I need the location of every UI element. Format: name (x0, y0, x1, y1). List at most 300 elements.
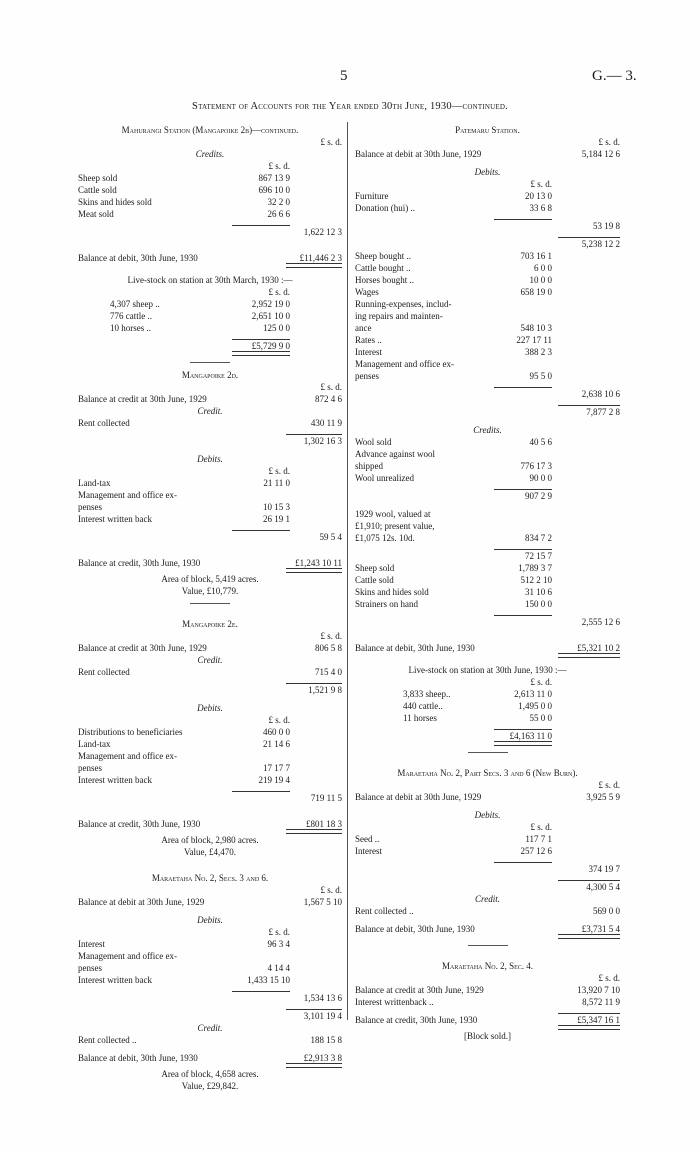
credit-label-line (78, 654, 342, 666)
section-heading-line (78, 124, 342, 136)
row-amount: 430 11 9 (310, 418, 342, 428)
row-label: Sheep bought .. (355, 251, 411, 261)
currency-header: £ s. d. (598, 137, 620, 147)
block-note-line (355, 1030, 620, 1042)
row-amount: 907 2 9 (525, 491, 552, 501)
row-label: Interest written back (78, 514, 152, 524)
right-column (355, 124, 620, 1042)
currency-header-row (78, 714, 342, 726)
ledger-row (78, 792, 342, 804)
currency-header: £ s. d. (268, 466, 290, 476)
column-divider (347, 122, 348, 1020)
ledger-row (78, 974, 342, 986)
rent-label: Rent collected .. (355, 906, 414, 916)
row-amount: 117 7 1 (525, 834, 552, 844)
ledger-row (78, 501, 342, 513)
livestock-heading-line (78, 274, 342, 286)
currency-header-row (355, 178, 620, 190)
row-amount: £3,731 5 4 (581, 924, 620, 934)
row-amount: 512 2 10 (520, 575, 552, 585)
ledger-row (355, 550, 620, 562)
currency-header-row (78, 286, 342, 298)
credit-label: Credit. (197, 655, 223, 665)
row-label: Meat sold (78, 209, 114, 219)
row-label: Sheep sold (355, 563, 395, 573)
row-label: Furniture (355, 191, 389, 201)
ledger-row (355, 688, 620, 700)
row-amount: 696 10 0 (258, 185, 290, 195)
section-heading-line (78, 872, 342, 884)
row-label: penses (78, 763, 102, 773)
ledger-row (355, 996, 620, 1008)
row-amount: 26 19 1 (263, 514, 290, 524)
row-amount: 219 19 4 (258, 775, 290, 785)
livestock-label: 776 cattle .. (110, 311, 152, 321)
row-label: Interest written back (78, 975, 152, 985)
ledger-row (78, 962, 342, 974)
debits-label: Debits. (197, 915, 223, 925)
ledger-row (355, 616, 620, 628)
ledger-row (78, 950, 342, 962)
ledger-row (78, 642, 342, 654)
row-amount: 2,555 12 6 (581, 617, 620, 627)
row-amount: 719 11 5 (310, 793, 342, 803)
row-amount: 703 16 1 (520, 251, 552, 261)
ledger-row (78, 298, 342, 310)
ledger-row (355, 520, 620, 532)
row-amount: 3,925 5 9 (586, 792, 620, 802)
row-amount: 548 10 3 (520, 323, 552, 333)
credit-label: Credit. (197, 406, 223, 416)
ledger-row (78, 477, 342, 489)
livestock-label: 4,307 sheep .. (110, 299, 160, 309)
total-rule (558, 237, 620, 238)
ledger-row (78, 896, 342, 908)
ledger-row (355, 370, 620, 382)
row-amount: 32 2 0 (267, 197, 290, 207)
left-column (78, 124, 342, 1092)
wool-note: £1,075 12s. 10d. (355, 533, 415, 543)
closing-label: Balance at debit, 30th June, 1930 (78, 1053, 198, 1063)
wool-note: £1,910; present value, (355, 521, 435, 531)
double-rule (494, 741, 552, 746)
credit-label: Credit. (475, 894, 500, 904)
rule-line (355, 935, 620, 939)
currency-header-row (355, 676, 620, 688)
row-amount: £4,163 11 0 (509, 731, 552, 741)
ledger-row (355, 286, 620, 298)
section-heading: Maraetaha No. 2, Sec. 4. (441, 961, 534, 971)
livestock-label: 10 horses .. (110, 323, 151, 333)
row-amount: 4 14 4 (267, 963, 290, 973)
currency-header: £ s. d. (530, 179, 552, 189)
row-label: Strainers on hand (355, 599, 418, 609)
credit-label-line (355, 893, 620, 905)
ledger-row (78, 666, 342, 678)
total-rule (494, 862, 552, 863)
currency-header: £ s. d. (268, 287, 290, 297)
currency-header: £ s. d. (530, 677, 552, 687)
wool-note: 1929 wool, valued at (355, 509, 431, 519)
row-amount: 72 15 7 (525, 551, 552, 561)
total-rule (286, 1009, 342, 1010)
row-label: penses (78, 502, 102, 512)
row-label: Wool sold (355, 437, 392, 447)
closing-label: Balance at debit, 30th June, 1930 (355, 643, 475, 653)
row-amount: 257 12 6 (520, 846, 552, 856)
row-label: Donation (hui) .. (355, 203, 415, 213)
total-rule (232, 225, 290, 226)
currency-header: £ s. d. (268, 715, 290, 725)
ledger-row (78, 726, 342, 738)
row-label: Management and office ex- (355, 359, 455, 369)
row-label: Skins and hides sold (78, 197, 152, 207)
row-amount: 374 19 7 (588, 864, 620, 874)
livestock-heading: Live-stock on station at 30th June, 1930 :— (408, 665, 567, 675)
ledger-row (355, 700, 620, 712)
ledger-row (355, 220, 620, 232)
currency-header: £ s. d. (320, 631, 342, 641)
balance-label: Balance at debit, 30th June, 1930 (78, 253, 198, 263)
ledger-row (355, 262, 620, 274)
total-rule (494, 615, 552, 616)
row-label: Management and office ex- (78, 490, 178, 500)
row-label: Cattle sold (355, 575, 394, 585)
debits-label-line (78, 914, 342, 926)
row-amount: £1,243 10 11 (295, 558, 342, 568)
row-label: Cattle bought .. (355, 263, 411, 273)
row-label: shipped (355, 461, 383, 471)
currency-header: £ s. d. (530, 822, 552, 832)
debits-label: Debits. (474, 810, 501, 820)
currency-header-row (355, 779, 620, 791)
total-rule (494, 489, 552, 490)
rule-line (78, 264, 342, 268)
credit-label-line (78, 1022, 342, 1034)
livestock-heading: Live-stock on station at 30th March, 1930 :— (127, 275, 293, 285)
livestock-heading-line (355, 664, 620, 676)
ledger-row (355, 845, 620, 857)
row-label: Seed .. (355, 834, 380, 844)
ledger-row (78, 226, 342, 238)
credits-label-line (355, 424, 620, 436)
row-amount: 1,302 16 3 (303, 436, 342, 446)
row-amount: 872 4 6 (315, 394, 342, 404)
double-rule (286, 263, 342, 268)
ledger-row (78, 172, 342, 184)
credits-label: Credits. (195, 149, 225, 159)
ledger-row (355, 358, 620, 370)
currency-header: £ s. d. (320, 382, 342, 392)
row-amount: £11,446 2 3 (299, 253, 342, 263)
row-label: penses (355, 371, 379, 381)
ledger-row (355, 310, 620, 322)
page-title: Statement of Accounts for the Year ended 30th June, 1930—continued. (192, 101, 508, 112)
ledger-row (355, 712, 620, 724)
ledger-row (78, 531, 342, 543)
block-value-line (78, 585, 342, 597)
row-label: Horses bought .. (355, 275, 414, 285)
row-amount: 569 0 0 (593, 906, 620, 916)
rent-label: Rent collected (78, 418, 130, 428)
currency-header-row (78, 160, 342, 172)
total-rule (232, 530, 290, 531)
ledger-row (78, 938, 342, 950)
row-label: Sheep sold (78, 173, 118, 183)
ledger-row (355, 532, 620, 544)
ledger-row (355, 574, 620, 586)
credit-label-line (78, 405, 342, 417)
row-amount: 658 19 0 (520, 287, 552, 297)
ledger-row (355, 508, 620, 520)
row-label: Running-expenses, includ- (355, 299, 452, 309)
credit-label: Credit. (197, 1023, 223, 1033)
currency-header: £ s. d. (598, 973, 620, 983)
ledger-row (355, 791, 620, 803)
ledger-row (355, 274, 620, 286)
row-amount: 21 14 6 (263, 739, 290, 749)
row-label: penses (78, 963, 102, 973)
row-amount: 867 13 9 (258, 173, 290, 183)
ledger-row (355, 202, 620, 214)
row-label: Interest (355, 347, 382, 357)
total-rule (232, 791, 290, 792)
row-label: Land-tax (78, 478, 111, 488)
ledger-row (355, 388, 620, 400)
ledger-row (355, 586, 620, 598)
currency-header-row (78, 630, 342, 642)
debits-label: Debits. (474, 167, 501, 177)
page-number: 5 (340, 68, 348, 84)
ledger-row (78, 417, 342, 429)
row-amount: £5,347 16 1 (577, 1015, 620, 1025)
ledger-row (78, 684, 342, 696)
row-amount: 1,622 12 3 (303, 227, 342, 237)
currency-header-row (78, 136, 342, 148)
ledger-row (355, 448, 620, 460)
section-separator (190, 603, 230, 604)
ledger-row (78, 1034, 342, 1046)
total-rule (494, 729, 552, 730)
row-amount: 460 0 0 (263, 727, 290, 737)
livestock-label: 440 cattle.. (403, 701, 443, 711)
ledger-row (78, 322, 342, 334)
block-value: Value, £29,842. (181, 1081, 239, 1091)
block-area: Area of block, 4,658 acres. (161, 1069, 259, 1079)
section-heading: Mahurangi Station (Mangapoike 2b)—continued. (121, 125, 299, 135)
total-rule (558, 1013, 620, 1014)
section-separator (468, 752, 508, 753)
total-rule (558, 880, 620, 881)
row-amount: 3,101 19 4 (303, 1011, 342, 1021)
row-amount: 55 0 0 (529, 713, 552, 723)
currency-header-row (78, 884, 342, 896)
row-amount: 26 6 6 (267, 209, 290, 219)
total-rule (286, 683, 342, 684)
row-amount: 1,789 3 7 (518, 563, 552, 573)
currency-header-row (355, 136, 620, 148)
row-amount: 188 15 8 (310, 1035, 342, 1045)
currency-header: £ s. d. (268, 161, 290, 171)
row-label: Interest (78, 939, 105, 949)
row-label: ing repairs and mainten- (355, 311, 443, 321)
closing-label: Balance at debit, 30th June, 1930 (355, 924, 475, 934)
row-amount: 21 11 0 (263, 478, 290, 488)
section-separator (190, 362, 230, 363)
block-area-line (78, 573, 342, 585)
section-heading: Patemaru Station. (455, 125, 520, 135)
closing-label: Balance at credit, 30th June, 1930 (78, 819, 201, 829)
rent-label: Rent collected (78, 667, 130, 677)
currency-header: £ s. d. (598, 780, 620, 790)
section-heading: Maraetaha No. 2, Part Secs. 3 and 6 (New Burn). (397, 768, 578, 778)
row-amount: 150 0 0 (525, 599, 552, 609)
block-value: Value, £10,779. (181, 586, 239, 596)
ledger-row (78, 774, 342, 786)
currency-header-row (355, 972, 620, 984)
debits-label: Debits. (197, 454, 223, 464)
ledger-row (355, 322, 620, 334)
row-amount: 125 0 0 (263, 323, 290, 333)
row-label: Wages (355, 287, 379, 297)
row-label: Interest written back (78, 775, 152, 785)
row-amount: 53 19 8 (593, 221, 620, 231)
row-amount: 806 5 8 (315, 643, 342, 653)
ledger-row (355, 472, 620, 484)
ledger-row (78, 340, 342, 352)
rule-line (355, 742, 620, 746)
ledger-row (78, 738, 342, 750)
row-amount: 17 17 7 (263, 763, 290, 773)
ledger-row (78, 992, 342, 1004)
livestock-label: 3,833 sheep.. (403, 689, 451, 699)
section-heading: Maraetaha No. 2, Secs. 3 and 6. (151, 873, 269, 883)
debits-label: Debits. (197, 703, 223, 713)
section-heading-line (355, 767, 620, 779)
block-value: Value, £4,470. (184, 847, 236, 857)
row-amount: 1,534 13 6 (303, 993, 342, 1003)
ledger-row (355, 334, 620, 346)
ledger-row (78, 762, 342, 774)
total-rule (232, 339, 290, 340)
opening-label: Balance at debit at 30th June, 1929 (78, 897, 205, 907)
ledger-row (355, 346, 620, 358)
ledger-row (355, 250, 620, 262)
row-amount: £801 18 3 (306, 819, 342, 829)
row-amount: £2,913 3 8 (303, 1053, 342, 1063)
rent-label: Rent collected .. (78, 1035, 137, 1045)
ledger-row (355, 190, 620, 202)
debits-label-line (355, 166, 620, 178)
row-label: Cattle sold (78, 185, 117, 195)
ledger-row (355, 406, 620, 418)
row-amount: 33 6 8 (529, 203, 552, 213)
ledger-row (355, 460, 620, 472)
section-heading-line (78, 618, 342, 630)
row-amount: 10 0 0 (529, 275, 552, 285)
total-rule (286, 434, 342, 435)
row-label: Distributions to beneficiaries (78, 727, 183, 737)
row-amount: 5,184 12 6 (581, 149, 620, 159)
block-value-line (78, 1080, 342, 1092)
row-amount: 2,638 10 6 (581, 389, 620, 399)
section-heading: Mangapoike 2d. (181, 370, 239, 380)
section-separator (468, 945, 508, 946)
row-label: Land-tax (78, 739, 111, 749)
ledger-row (78, 435, 342, 447)
row-label: Management and office ex- (78, 751, 178, 761)
row-amount: 95 5 0 (529, 371, 552, 381)
ledger-row (355, 881, 620, 893)
ledger-row (355, 905, 620, 917)
row-amount: 1,567 5 10 (303, 897, 342, 907)
closing-label: Balance at credit, 30th June, 1930 (355, 1015, 478, 1025)
block-area: Area of block, 2,980 acres. (161, 835, 259, 845)
closing-label: Balance at credit, 30th June, 1930 (78, 558, 201, 568)
currency-header: £ s. d. (268, 927, 290, 937)
opening-label: Balance at credit at 30th June, 1929 (355, 985, 484, 995)
row-label: ance (355, 323, 372, 333)
ledger-row (78, 208, 342, 220)
total-rule (232, 991, 290, 992)
ledger-row (78, 750, 342, 762)
total-rule (494, 549, 552, 550)
section-heading: Mangapoike 2e. (182, 619, 238, 629)
ledger-row (355, 730, 620, 742)
row-label: Management and office ex- (78, 951, 178, 961)
row-label: Interest (355, 846, 382, 856)
row-label: Rates .. (355, 335, 382, 345)
currency-header-row (78, 465, 342, 477)
row-amount: 1,521 9 8 (308, 685, 342, 695)
row-label: Advance against wool (355, 449, 435, 459)
block-area: Area of block, 5,419 acres. (161, 574, 259, 584)
ledger-row (78, 393, 342, 405)
row-amount: 4,300 5 4 (586, 882, 620, 892)
row-amount: 2,952 19 0 (251, 299, 290, 309)
opening-label: Balance at credit at 30th June, 1929 (78, 394, 207, 404)
row-amount: £5,321 10 2 (577, 643, 620, 653)
ledger-row (355, 598, 620, 610)
row-amount: 20 13 0 (525, 191, 552, 201)
row-amount: 388 2 3 (525, 347, 552, 357)
total-rule (558, 405, 620, 406)
ledger-row (355, 833, 620, 845)
ledger-row (78, 310, 342, 322)
ledger-row (355, 863, 620, 875)
currency-header-row (78, 381, 342, 393)
row-amount: £5,729 9 0 (251, 341, 290, 351)
opening-label: Balance at debit at 30th June, 1929 (355, 149, 482, 159)
row-amount: 834 7 2 (525, 533, 552, 543)
double-rule (558, 934, 620, 939)
block-note: [Block sold.] (464, 1031, 511, 1041)
row-amount: 776 17 3 (520, 461, 552, 471)
livestock-label: 11 horses (403, 713, 437, 723)
row-amount: 90 0 0 (529, 473, 552, 483)
ledger-row (78, 489, 342, 501)
ledger-row (78, 196, 342, 208)
row-amount: 2,651 10 0 (251, 311, 290, 321)
rule-line (78, 352, 342, 356)
row-amount: 5,238 12 2 (581, 239, 620, 249)
row-amount: 715 4 0 (315, 667, 342, 677)
row-amount: 2,613 11 0 (514, 689, 552, 699)
currency-header: £ s. d. (320, 137, 342, 147)
row-amount: 8,572 11 9 (582, 997, 620, 1007)
ledger-row (355, 490, 620, 502)
credits-label-line (78, 148, 342, 160)
